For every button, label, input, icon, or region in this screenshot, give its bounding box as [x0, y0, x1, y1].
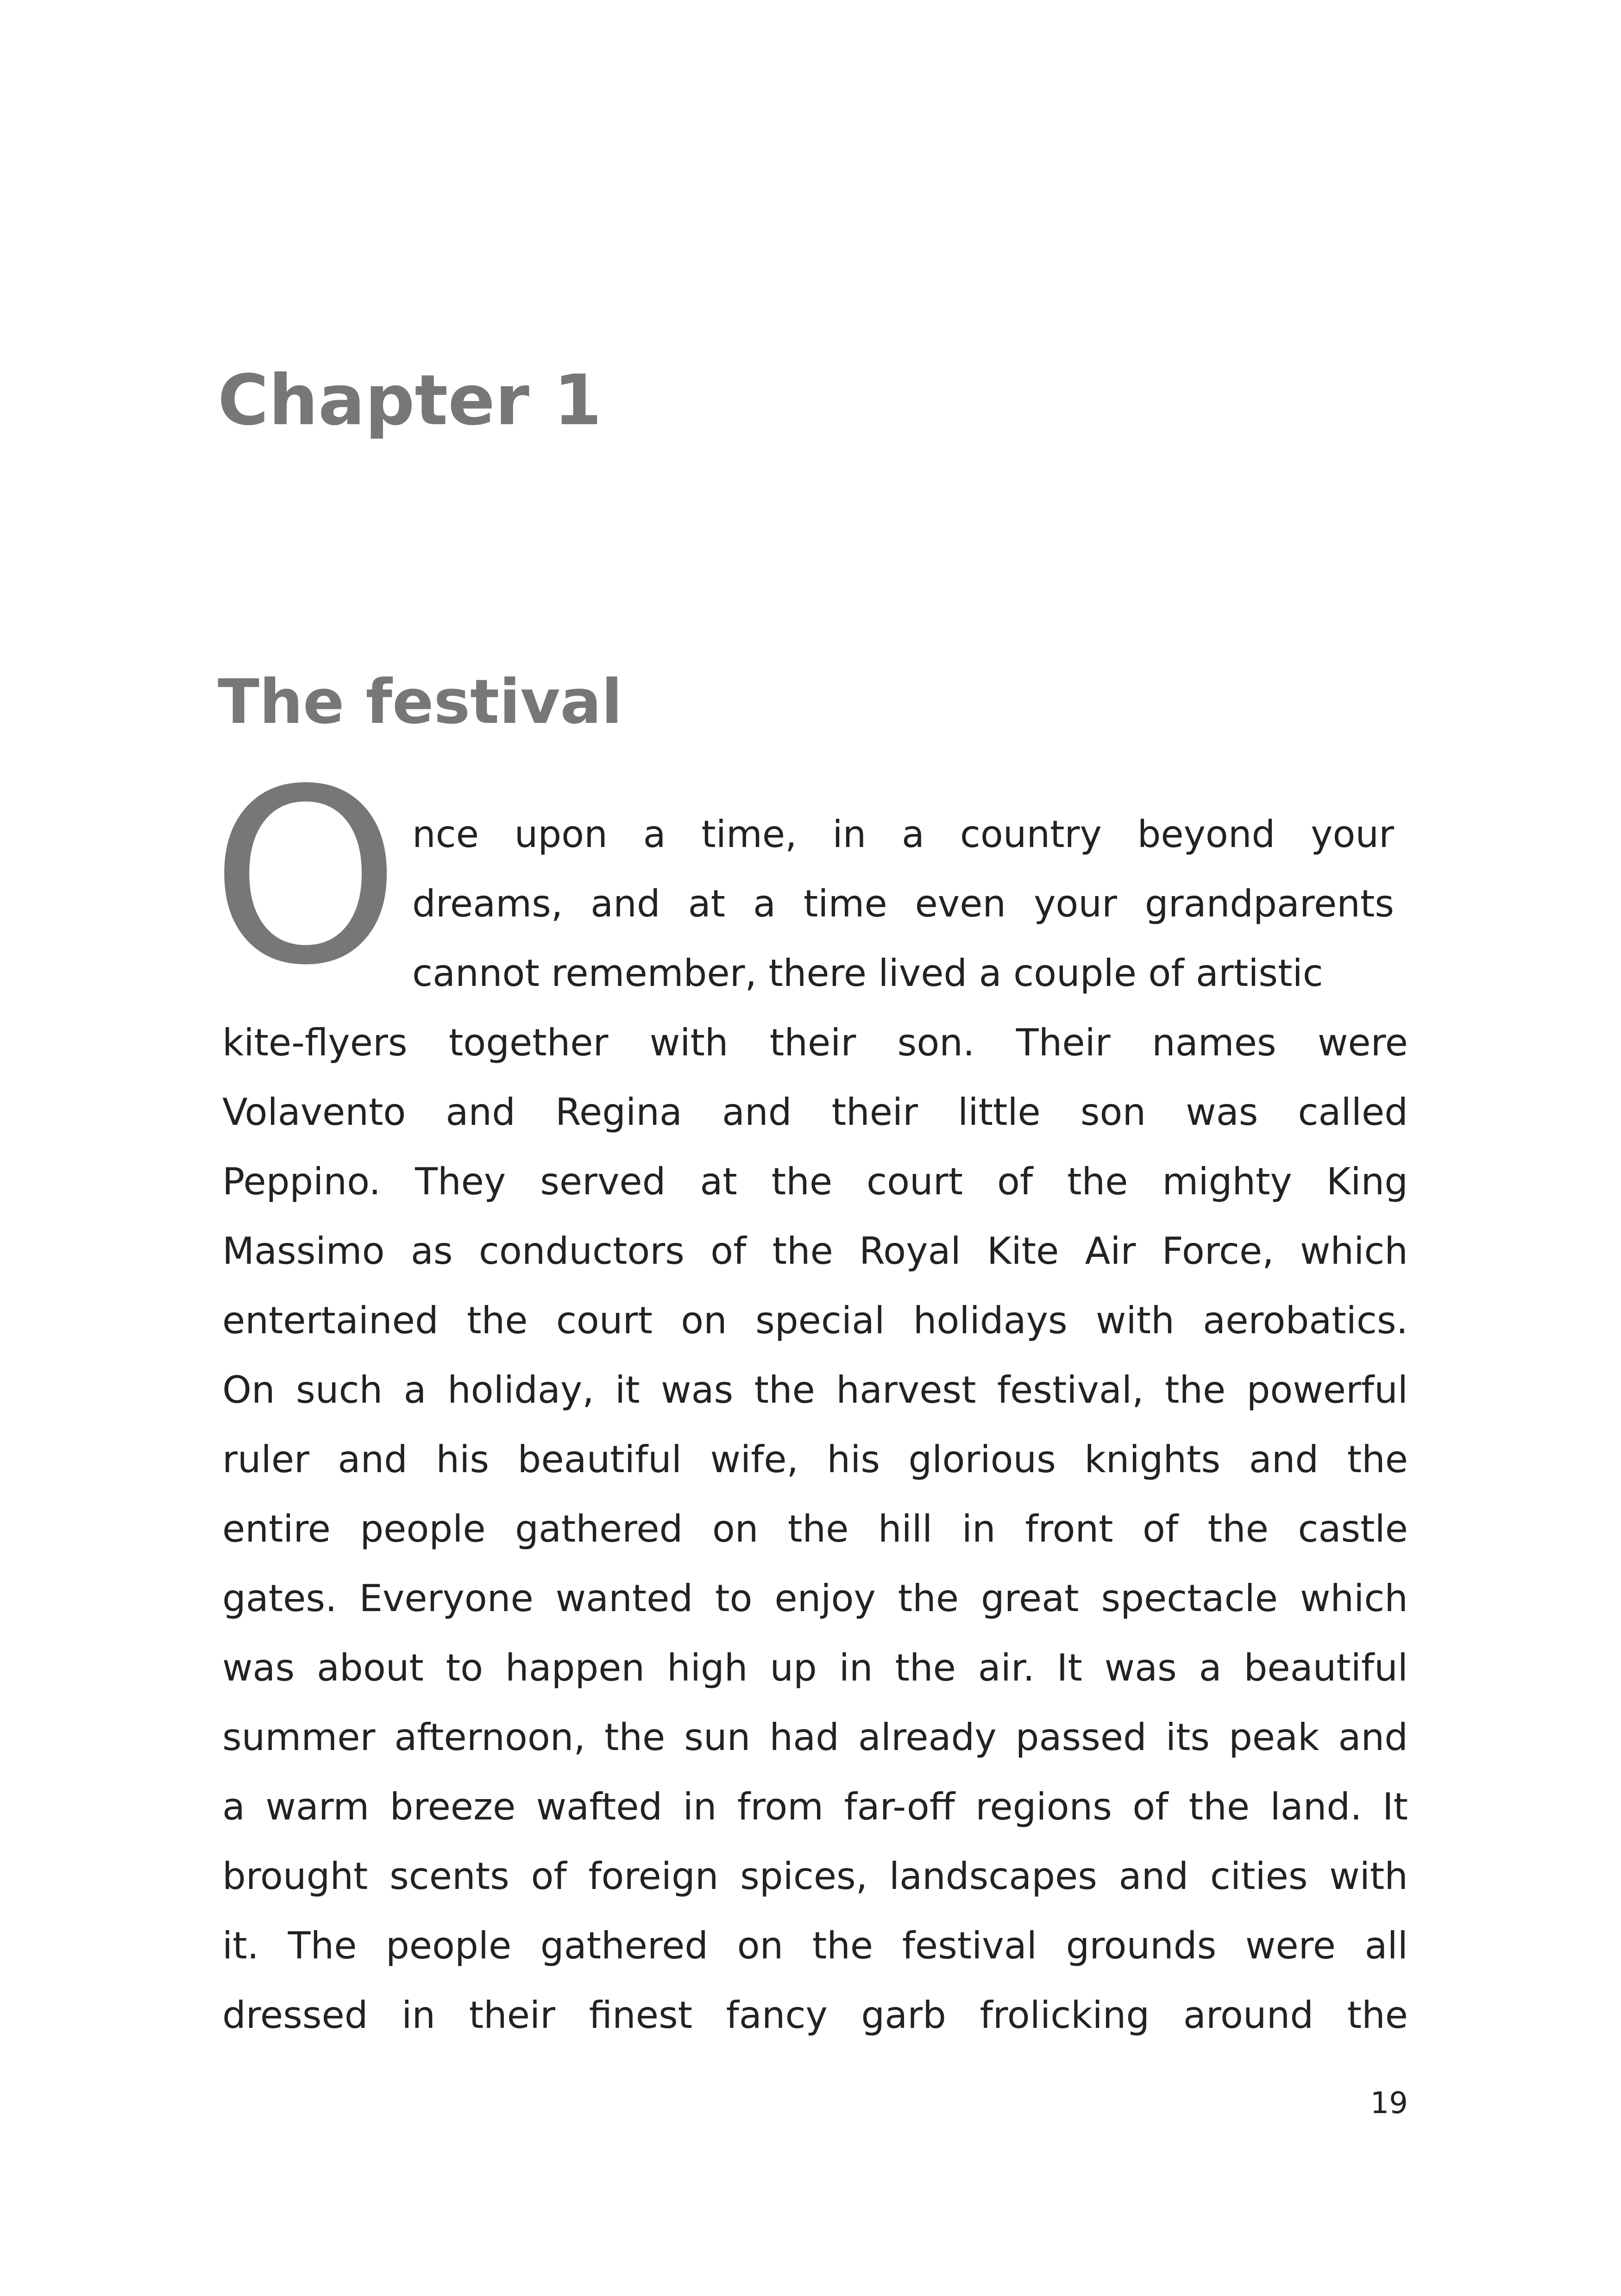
section-heading: The festival: [218, 666, 622, 738]
text-line: On such a holiday, it was the harvest festival, the powerful: [222, 1368, 1408, 1411]
text-line: kite-flyers together with their son. Their names were: [222, 1021, 1408, 1064]
chapter-heading: Chapter 1: [218, 360, 602, 441]
text-line: nce upon a time, in a country beyond your: [412, 813, 1394, 856]
text-line: gates. Everyone wanted to enjoy the great spectacle which: [222, 1577, 1408, 1620]
text-line: entire people gathered on the hill in front of the castle: [222, 1507, 1408, 1550]
text-line: it. The people gathered on the festival grounds were all: [222, 1924, 1408, 1967]
text-line: was about to happen high up in the air. It was a beautiful: [222, 1646, 1408, 1689]
text-line: cannot remember, there lived a couple of artistic: [412, 952, 1323, 995]
page-number: 19: [1370, 2086, 1408, 2120]
text-line: brought scents of foreign spices, landscapes and cities with: [222, 1855, 1408, 1898]
text-line: a warm breeze wafted in from far-off regions of the land. It: [222, 1785, 1408, 1828]
text-line: Massimo as conductors of the Royal Kite Air Force, which: [222, 1230, 1408, 1273]
text-line: Volavento and Regina and their little son was called: [222, 1091, 1408, 1134]
drop-cap: O: [211, 737, 401, 1018]
text-line: entertained the court on special holidays with aerobatics.: [222, 1299, 1408, 1342]
text-line: dreams, and at a time even your grandparents: [412, 882, 1394, 925]
text-line: summer afternoon, the sun had already passed its peak and: [222, 1716, 1408, 1759]
text-line: Peppino. They served at the court of the mighty King: [222, 1160, 1408, 1203]
text-line: ruler and his beautiful wife, his glorious knights and the: [222, 1438, 1408, 1481]
text-line: dressed in their finest fancy garb frolicking around the: [222, 1994, 1408, 2037]
